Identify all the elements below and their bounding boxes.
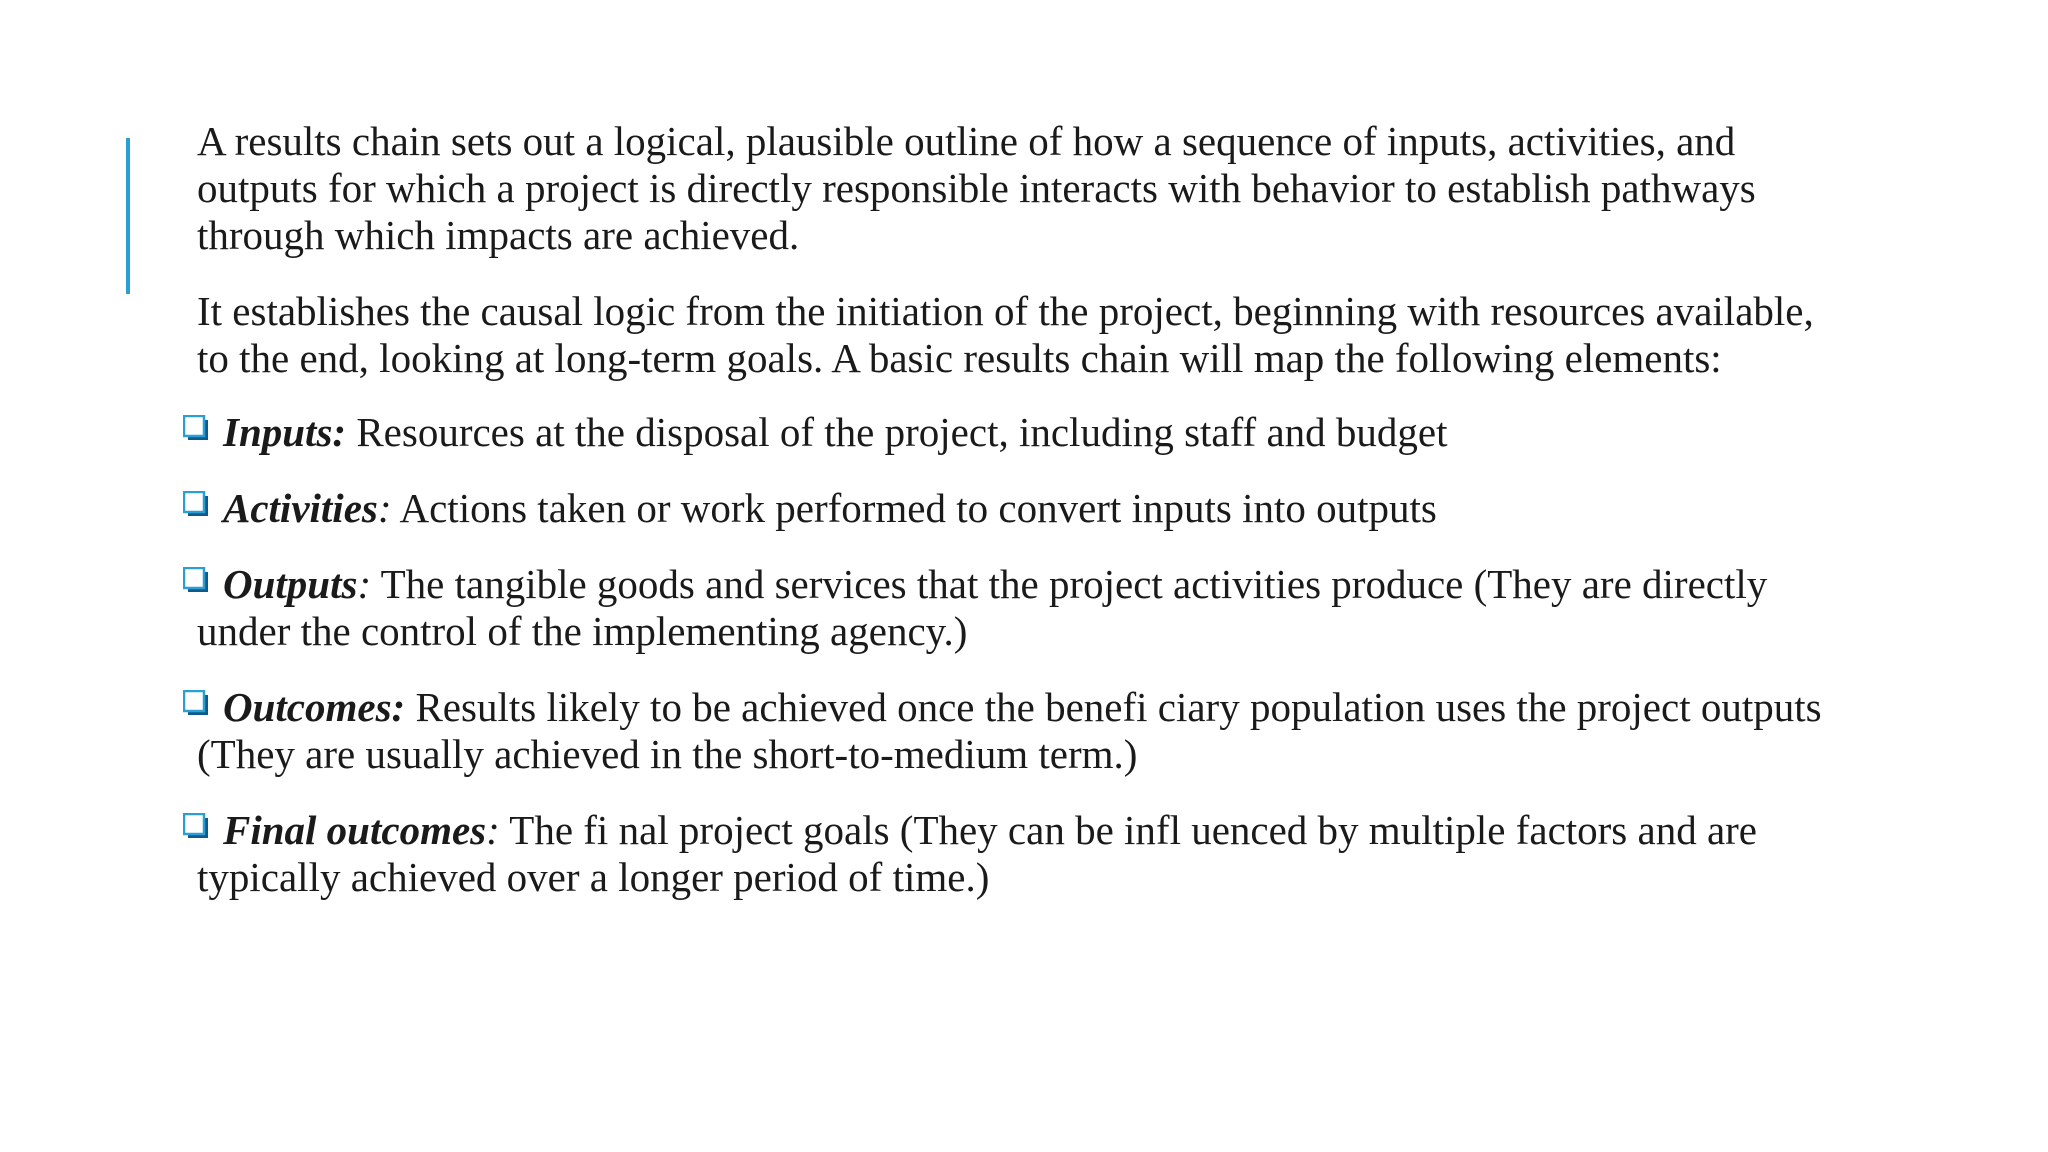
bullet-text: The fi nal project goals (They can be infl uenced by multiple factors and are typically achieved over a longer period of time.): [197, 807, 1758, 900]
slide-body: [197, 118, 1837, 930]
intro-paragraph: A results chain sets out a logical, plausible outline of how a sequence of inputs, activities, and outputs for which a project is directly responsible interacts with behavior to establish pathways through which impacts are achieved.: [197, 118, 1756, 258]
bullet-inputs: [197, 409, 1837, 456]
bullet-outputs: Outputs: The tangible goods and services that the project activities produce (They are directly under the control of the implementing agency.): [197, 561, 1837, 655]
checkbox-bullet-icon: [183, 491, 209, 517]
checkbox-bullet-icon: [183, 567, 209, 593]
bullet-final-outcomes: Final outcomes: The fi nal project goals (They can be infl uenced by multiple factors and are typically achieved over a longer period of time.): [197, 807, 1837, 901]
bullet-term: Final outcomes: [223, 807, 487, 853]
checkbox-bullet-icon: [183, 690, 209, 716]
logic-paragraph: It establishes the causal logic from the initiation of the project, beginning with resources available, to the end, looking at long-term goals. A basic results chain will map the following elements:: [197, 288, 1814, 381]
bullet-text: The tangible goods and services that the project activities produce (They are directly under the control of the implementing agency.): [197, 561, 1768, 654]
bullet-text: Actions taken or work performed to convert inputs into outputs: [391, 485, 1437, 531]
bullet-outcomes: [197, 684, 1837, 778]
checkbox-bullet-icon: [183, 415, 209, 441]
bullet-term: Activities: [223, 485, 378, 531]
bullet-term: Outputs: [223, 561, 358, 607]
checkbox-bullet-icon: [183, 813, 209, 839]
bullet-term: Inputs:: [223, 409, 347, 455]
bullet-text: Resources at the disposal of the project, including staff and budget: [346, 409, 1448, 455]
bullet-text: Results likely to be achieved once the benefi ciary population uses the project outputs (They are usually achieved in the short-to-medium term.): [197, 684, 1822, 777]
bullet-term: Outcomes:: [223, 684, 406, 730]
accent-bar: [126, 138, 130, 294]
bullet-activities: Activities: Actions taken or work performed to convert inputs into outputs: [197, 485, 1837, 532]
